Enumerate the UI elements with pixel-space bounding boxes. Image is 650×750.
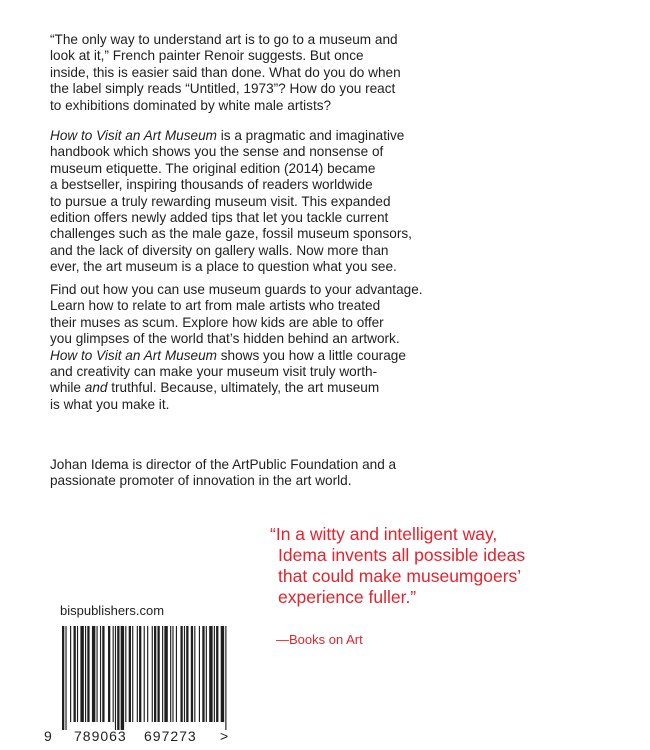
about-line: ever, the art museum is a place to question what you see. — [50, 259, 397, 275]
book-title: How to Visit an Art Museum — [50, 128, 217, 143]
barcode-digit-lead: 9 — [44, 728, 52, 744]
barcode-bar — [180, 626, 182, 722]
quote-line: Idema invents all possible ideas — [278, 545, 526, 565]
barcode-bar — [154, 626, 156, 722]
barcode-bar — [108, 626, 110, 722]
intro-line: inside, this is easier said than done. What do you do when — [50, 64, 401, 80]
barcode-bar — [117, 626, 119, 730]
barcode-bar — [162, 626, 163, 722]
quote-line: “In a witty and intelligent way, — [270, 524, 498, 544]
barcode-bar — [62, 626, 64, 730]
about-line: and the lack of diversity on gallery walls. Now more than — [50, 242, 389, 258]
barcode-bar — [80, 626, 83, 722]
barcode-bar — [184, 626, 185, 722]
publisher-website: bispublishers.com — [60, 603, 165, 618]
author-line: passionate promoter of innovation in the art world. — [50, 473, 352, 489]
about-line: a bestseller, inspiring thousands of readers worldwide — [50, 177, 373, 193]
barcode-digits-right: 697273 — [144, 728, 197, 744]
about-line: edition offers newly added tips that let you tackle current — [50, 210, 389, 226]
tips-line: How to Visit an Art Museum shows you how a little courage — [50, 347, 406, 363]
author-bio — [50, 457, 395, 490]
barcode-bar — [102, 626, 104, 722]
barcode-bar — [137, 626, 138, 722]
barcode-quiet-zone-mark: > — [220, 728, 229, 744]
barcode-bar — [186, 626, 188, 722]
tips-line: while and truthful. Because, ultimately, the art museum — [50, 380, 380, 396]
author-line: Johan Idema is director of the ArtPublic Foundation and a — [50, 457, 397, 472]
tips-paragraph — [50, 282, 423, 413]
barcode-bar — [139, 626, 141, 722]
about-line: How to Visit an Art Museum is a pragmatic and imaginative — [50, 128, 405, 143]
barcode-bar — [202, 626, 204, 722]
tips-line: Learn how to relate to art from male artists who treated — [50, 298, 381, 314]
barcode-bar — [157, 626, 159, 722]
about-line: to pursue a truly rewarding museum visit. This expanded — [50, 193, 391, 209]
barcode-bar — [216, 626, 218, 722]
tips-line: you glimpses of the world that’s hidden behind an artwork. — [50, 331, 400, 347]
barcode-digits-left: 789063 — [74, 728, 127, 744]
barcode-bar — [115, 626, 116, 730]
barcode-bar — [77, 626, 78, 722]
quote-line: experience fuller.” — [278, 587, 417, 607]
barcode-bar — [121, 626, 124, 730]
barcode-bar — [194, 626, 195, 722]
barcode-bar — [214, 626, 215, 722]
barcode-bar — [70, 626, 71, 722]
book-title: How to Visit an Art Museum — [50, 347, 217, 363]
barcode-bar — [100, 626, 101, 722]
barcode-bar — [74, 626, 76, 722]
intro-paragraph — [50, 32, 401, 114]
pull-quote — [270, 524, 525, 608]
intro-line: the label simply reads “Untitled, 1973”? How do you react — [50, 81, 396, 97]
about-line: handbook which shows you the sense and nonsense of — [50, 144, 384, 160]
about-line: museum etiquette. The original edition (2014) became — [50, 160, 376, 176]
tips-line: their muses as scum. Explore how kids are able to offer — [50, 314, 384, 330]
barcode-bar — [164, 626, 167, 722]
barcode-bar — [225, 626, 226, 730]
barcode-graphic — [40, 626, 240, 744]
isbn-barcode — [40, 626, 240, 744]
barcode-bar — [144, 626, 145, 722]
barcode-bar — [209, 626, 212, 722]
barcode-bar — [147, 626, 148, 722]
about-paragraph — [50, 128, 412, 276]
intro-line: look at it,” French painter Renoir suggests. But once — [50, 48, 364, 64]
tips-line: and creativity can make your museum visit truly worth- — [50, 364, 378, 380]
barcode-bar — [113, 626, 114, 722]
barcode-bar — [152, 626, 153, 722]
barcode-bar — [132, 626, 133, 722]
barcode-bar — [199, 626, 200, 722]
barcode-bar — [176, 626, 177, 722]
barcode-bar — [191, 626, 193, 722]
tips-line: is what you make it. — [50, 396, 170, 412]
intro-line: “The only way to understand art is to go to a museum and — [50, 32, 398, 47]
tips-line: Find out how you can use museum guards to your advantage. — [50, 282, 423, 297]
barcode-bar — [125, 626, 126, 722]
barcode-bar — [87, 626, 89, 722]
barcode-bar — [65, 626, 66, 730]
barcode-bar — [129, 626, 131, 722]
barcode-bar — [97, 626, 98, 722]
quote-line: that could make museumgoers’ — [278, 566, 522, 586]
quote-attribution: —Books on Art — [276, 632, 363, 647]
barcode-bar — [221, 626, 224, 722]
about-line: challenges such as the male gaze, fossil museum sponsors, — [50, 226, 412, 242]
barcode-bar — [206, 626, 207, 722]
barcode-bar — [172, 626, 173, 722]
barcode-bar — [92, 626, 95, 722]
barcode-bar — [170, 626, 171, 722]
intro-line: to exhibitions dominated by white male artists? — [50, 97, 332, 113]
barcode-bar — [85, 626, 86, 722]
